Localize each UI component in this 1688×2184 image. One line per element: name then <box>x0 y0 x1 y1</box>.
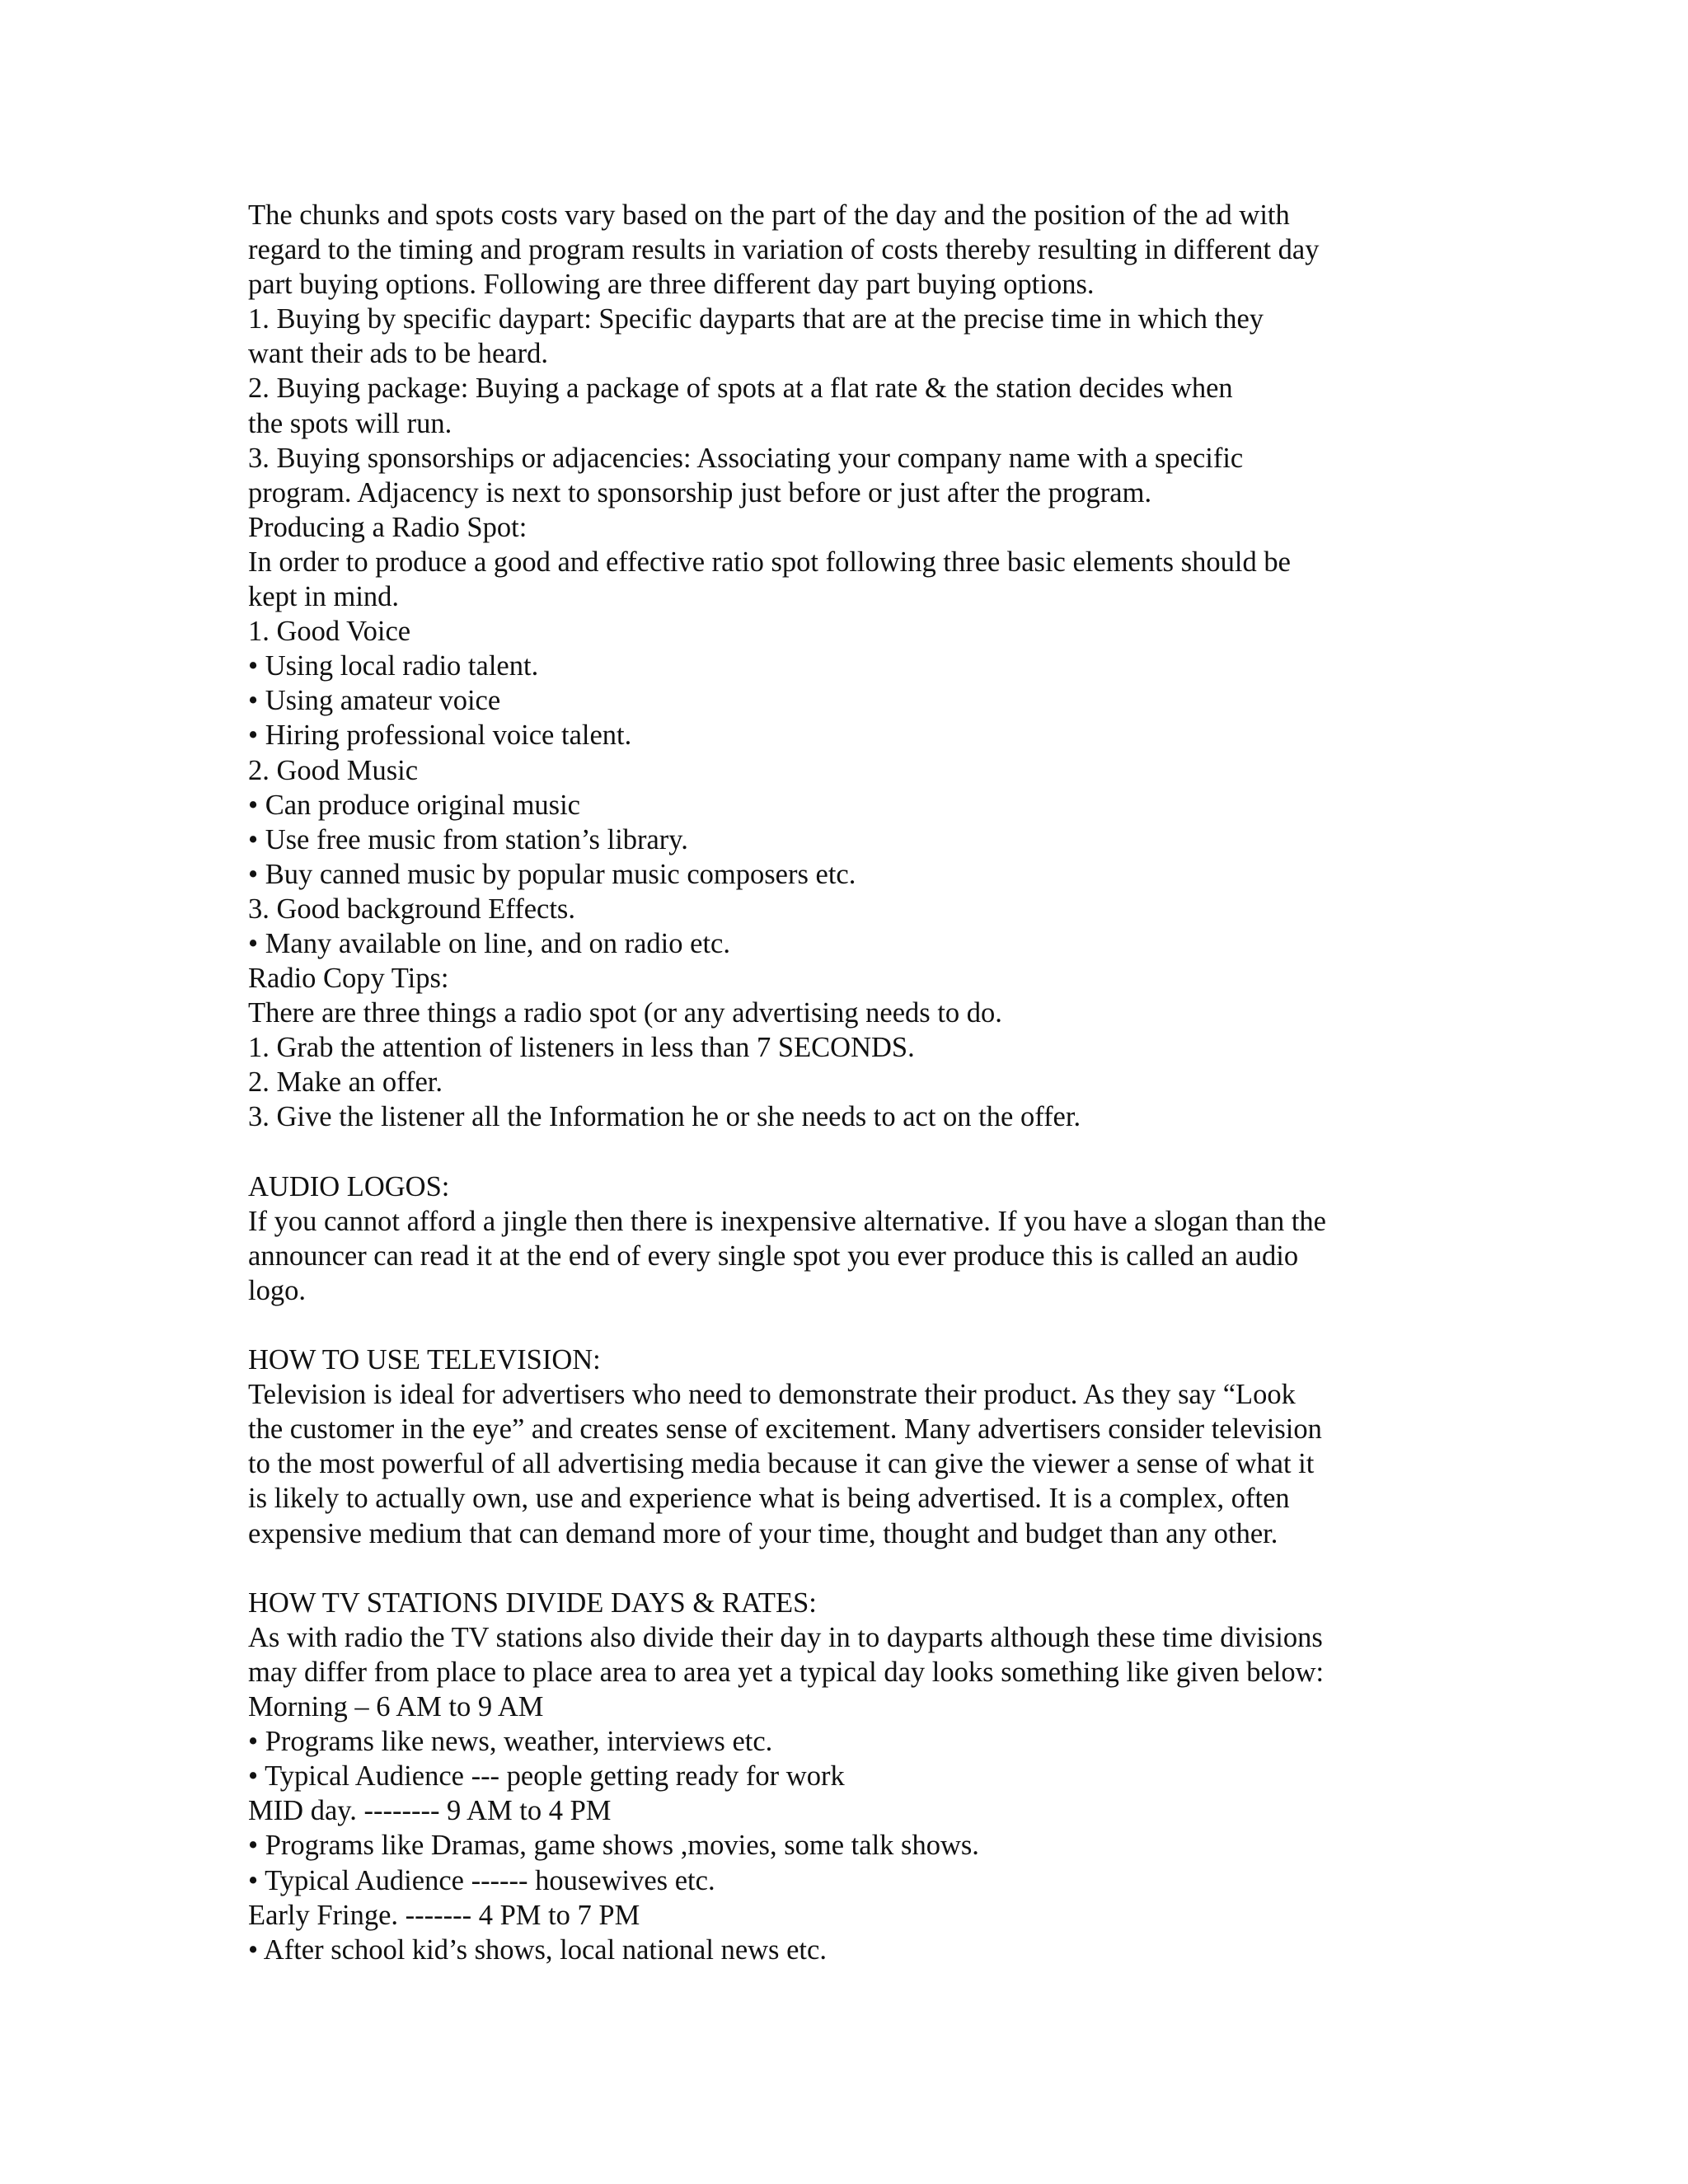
text-line: 3. Buying sponsorships or adjacencies: Associating your company name with a specific <box>248 442 1244 474</box>
text-line: The chunks and spots costs vary based on the part of the day and the position of the ad with <box>248 199 1290 231</box>
text-line: • Buy canned music by popular music composers etc. <box>248 858 856 890</box>
text-line: 2. Buying package: Buying a package of spots at a flat rate & the station decides when <box>248 373 1233 405</box>
text-line: MID day. -------- 9 AM to 4 PM <box>248 1795 612 1827</box>
text-line: the spots will run. <box>248 407 452 439</box>
text-line: • Typical Audience --- people getting ready for work <box>248 1760 845 1793</box>
blank-line <box>248 1551 1418 1586</box>
text-line: Television is ideal for advertisers who need to demonstrate their product. As they say “Look <box>248 1379 1296 1411</box>
text-line: • Programs like Dramas, game shows ,movies, some talk shows. <box>248 1830 979 1862</box>
text-line: There are three things a radio spot (or any advertising needs to do. <box>248 997 1002 1029</box>
text-line: expensive medium that can demand more of your time, thought and budget than any other. <box>248 1517 1278 1549</box>
text-line: regard to the timing and program results in variation of costs thereby resulting in different day <box>248 234 1320 266</box>
text-line: AUDIO LOGOS: <box>248 1170 450 1202</box>
text-line: • Programs like news, weather, interviews etc. <box>248 1726 773 1758</box>
text-line: • Hiring professional voice talent. <box>248 719 632 752</box>
text-line: 1. Buying by specific daypart: Specific dayparts that are at the precise time in which they <box>248 303 1264 335</box>
text-line: If you cannot afford a jingle then there is inexpensive alternative. If you have a slogan than the <box>248 1205 1326 1237</box>
text-line: 3. Good background Effects. <box>248 893 575 925</box>
text-line: logo. <box>248 1274 306 1306</box>
text-line: • Using amateur voice <box>248 685 501 717</box>
text-line: want their ads to be heard. <box>248 338 549 370</box>
text-line: As with radio the TV stations also divide their day in to dayparts although these time divisions <box>248 1621 1323 1653</box>
document-body <box>248 198 1418 1967</box>
text-line: may differ from place to place area to area yet a typical day looks something like given below: <box>248 1656 1325 1688</box>
text-line: • After school kid’s shows, local national news etc. <box>248 1933 827 1966</box>
text-line: In order to produce a good and effective ratio spot following three basic elements should be <box>248 546 1291 578</box>
text-line: 3. Give the listener all the Information he or she needs to act on the offer. <box>248 1101 1081 1133</box>
text-line: • Typical Audience ------ housewives etc. <box>248 1864 715 1896</box>
text-line: Producing a Radio Spot: <box>248 511 528 543</box>
text-line: • Many available on line, and on radio etc. <box>248 927 730 959</box>
text-line: is likely to actually own, use and experience what is being advertised. It is a complex, often <box>248 1483 1290 1515</box>
text-line: 1. Grab the attention of listeners in less than 7 SECONDS. <box>248 1032 915 1064</box>
text-line: • Use free music from station’s library. <box>248 823 688 855</box>
text-line: • Can produce original music <box>248 789 580 821</box>
text-line: part buying options. Following are three different day part buying options. <box>248 269 1095 301</box>
text-line: program. Adjacency is next to sponsorship just before or just after the program. <box>248 476 1152 509</box>
blank-line <box>248 1135 1418 1169</box>
text-line: • Using local radio talent. <box>248 650 539 682</box>
text-line: Morning – 6 AM to 9 AM <box>248 1691 544 1723</box>
text-line: 1. Good Voice <box>248 616 411 648</box>
text-line: Early Fringe. ------- 4 PM to 7 PM <box>248 1899 640 1931</box>
text-line: 2. Make an offer. <box>248 1066 443 1099</box>
text-line: HOW TO USE TELEVISION: <box>248 1344 601 1376</box>
text-line: HOW TV STATIONS DIVIDE DAYS & RATES: <box>248 1586 817 1619</box>
text-line: the customer in the eye” and creates sense of excitement. Many advertisers consider television <box>248 1413 1322 1446</box>
text-line: announcer can read it at the end of every single spot you ever produce this is called an audio <box>248 1240 1299 1272</box>
text-line: 2. Good Music <box>248 754 419 786</box>
text-line: Radio Copy Tips: <box>248 963 449 995</box>
text-line: to the most powerful of all advertising media because it can give the viewer a sense of what it <box>248 1448 1315 1480</box>
blank-line <box>248 1308 1418 1343</box>
text-line: kept in mind. <box>248 581 400 613</box>
